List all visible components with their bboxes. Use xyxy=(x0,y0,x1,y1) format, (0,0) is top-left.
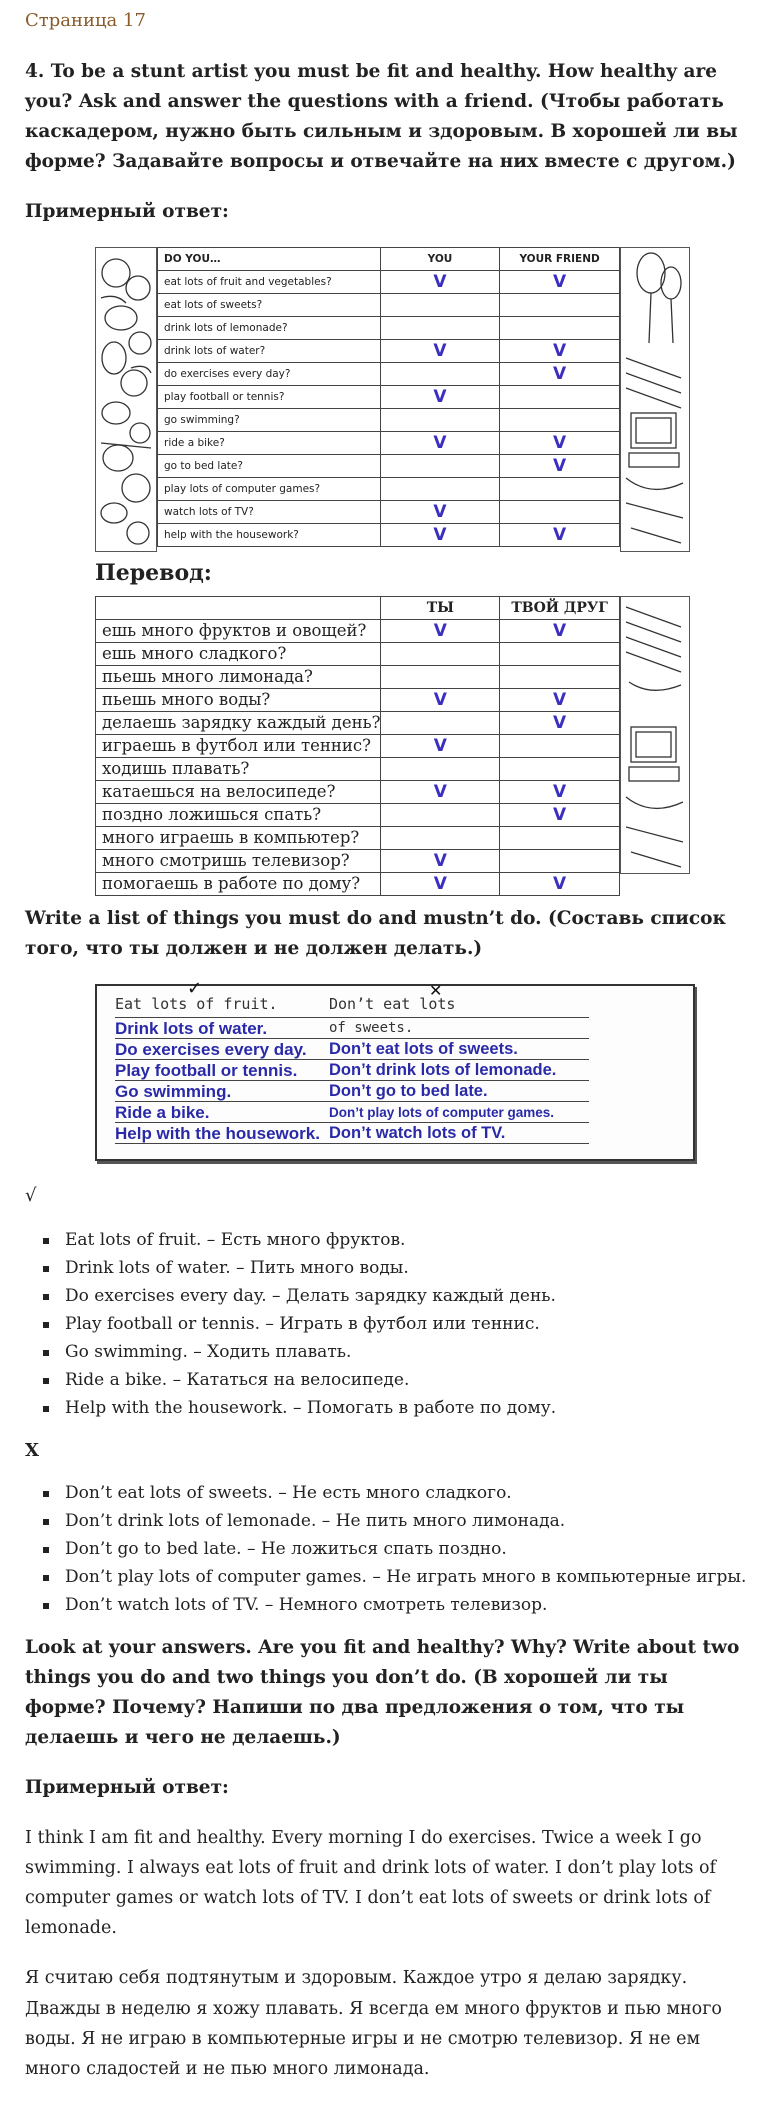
tick-mark: V xyxy=(553,340,567,361)
question-cell: play football or tennis? xyxy=(158,386,381,409)
question-cell: поздно ложишься спать? xyxy=(96,804,381,827)
you-answer-cell xyxy=(381,666,500,689)
friend-answer-cell xyxy=(500,758,620,781)
table-row xyxy=(158,455,620,478)
list-item: Go swimming. – Ходить плавать. xyxy=(43,1338,770,1366)
notebook-line: Don’t drink lots of lemonade. xyxy=(329,1060,589,1081)
question-cell: много смотришь телевизор? xyxy=(96,850,381,873)
answer-english: I think I am fit and healthy. Every morning I do exercises. Twice a week I go swimming. I always eat lots of fruit and drink lots of water. I don’t play lots of computer games or watch lots of TV. I don’t eat lots of sweets or drink lots of lemonade. xyxy=(25,1828,717,1939)
worksheet-translation xyxy=(95,556,690,894)
friend-answer-cell xyxy=(500,850,620,873)
friend-answer-cell xyxy=(500,524,620,547)
must-do-column xyxy=(115,992,365,1144)
tick-mark: V xyxy=(553,524,567,545)
friend-answer-cell xyxy=(500,271,620,294)
tick-mark: V xyxy=(553,271,567,292)
you-answer-cell xyxy=(381,620,500,643)
question-cell: пьешь много лимонада? xyxy=(96,666,381,689)
answer-russian: Я считаю себя подтянутым и здоровым. Каждое утро я делаю зарядку. Дважды в неделю я хожу плавать. Я всегда ем много фруктов и пью много воды. Я не играю в компьютерные игры и не смотрю телевизор. Я не ем много сладостей и не пью много лимонада. xyxy=(25,1968,722,2079)
tick-mark: V xyxy=(433,873,447,894)
table-row xyxy=(158,501,620,524)
table-row xyxy=(96,804,620,827)
question-cell: eat lots of fruit and vegetables? xyxy=(158,271,381,294)
friend-answer-cell xyxy=(500,478,620,501)
friend-answer-cell xyxy=(500,643,620,666)
header-you-ru: ТЫ xyxy=(381,597,500,620)
question-cell: много играешь в компьютер? xyxy=(96,827,381,850)
final-task: Look at your answers. Are you fit and healthy? Why? Write about two things you do and two things you don’t do. (В хорошей ли ты форме? Почему? Напиши по два предложения о том, что ты делаешь и чего не делаешь.) xyxy=(25,1637,740,1749)
tick-mark: V xyxy=(553,620,567,641)
table-row xyxy=(96,850,620,873)
sports-illustration-2 xyxy=(620,596,690,874)
table-row xyxy=(158,409,620,432)
you-answer-cell xyxy=(380,317,499,340)
question-cell: help with the housework? xyxy=(158,524,381,547)
friend-answer-cell xyxy=(500,666,620,689)
friend-answer-cell xyxy=(500,804,620,827)
must-not-sub: of sweets. xyxy=(329,1018,589,1039)
table-row xyxy=(96,735,620,758)
question-cell: go swimming? xyxy=(158,409,381,432)
list-item: Drink lots of water. – Пить много воды. xyxy=(43,1254,770,1282)
question-cell: помогаешь в работе по дому? xyxy=(96,873,381,896)
tick-mark: V xyxy=(433,850,447,871)
you-answer-cell xyxy=(380,363,499,386)
notebook-line: Don’t go to bed late. xyxy=(329,1081,589,1102)
friend-answer-cell xyxy=(500,620,620,643)
tick-mark: V xyxy=(433,340,447,361)
must-do-head: Eat lots of fruit. xyxy=(115,992,365,1018)
friend-answer-cell xyxy=(500,689,620,712)
dont-list xyxy=(43,1479,770,1619)
questions-table-russian xyxy=(95,596,620,896)
you-answer-cell xyxy=(380,271,499,294)
table-row xyxy=(96,712,620,735)
tick-mark: V xyxy=(433,271,447,292)
friend-answer-cell xyxy=(500,432,620,455)
you-answer-cell xyxy=(381,781,500,804)
table-row xyxy=(158,432,620,455)
question-cell: drink lots of lemonade? xyxy=(158,317,381,340)
list-item: Help with the housework. – Помогать в работе по дому. xyxy=(43,1394,770,1422)
you-answer-cell xyxy=(381,712,500,735)
you-answer-cell xyxy=(380,340,499,363)
you-answer-cell xyxy=(380,524,499,547)
table-row xyxy=(158,478,620,501)
you-answer-cell xyxy=(381,735,500,758)
must-not-column xyxy=(329,992,589,1144)
question-cell: играешь в футбол или теннис? xyxy=(96,735,381,758)
question-cell: ходишь плавать? xyxy=(96,758,381,781)
friend-answer-cell xyxy=(500,409,620,432)
notebook-line: Drink lots of water. xyxy=(115,1018,365,1039)
you-answer-cell xyxy=(381,758,500,781)
notebook-line: Don’t watch lots of TV. xyxy=(329,1123,589,1144)
worksheet-english xyxy=(95,247,690,552)
list-item: Don’t play lots of computer games. – Не играть много в компьютерные игры. xyxy=(43,1563,770,1591)
tick-mark: V xyxy=(553,689,567,710)
friend-answer-cell xyxy=(500,386,620,409)
notebook-line: Go swimming. xyxy=(115,1081,365,1102)
tick-mark: V xyxy=(553,804,567,825)
friend-answer-cell xyxy=(500,781,620,804)
tick-mark: V xyxy=(553,781,567,802)
tick-mark: V xyxy=(433,501,447,522)
you-answer-cell xyxy=(380,455,499,478)
cross-mark-icon: ✕ xyxy=(429,980,443,1000)
page-title: Страница 17 xyxy=(25,10,146,31)
notebook-list xyxy=(95,977,695,1161)
friend-answer-cell xyxy=(500,455,620,478)
header-do-you: DO YOU… xyxy=(158,248,381,271)
table-row xyxy=(96,643,620,666)
friend-answer-cell xyxy=(500,340,620,363)
friend-answer-cell xyxy=(500,501,620,524)
table-header-row xyxy=(158,248,620,271)
friend-answer-cell xyxy=(500,294,620,317)
table-row xyxy=(158,294,620,317)
question-cell: ride a bike? xyxy=(158,432,381,455)
list-task: Write a list of things you must do and mustn’t do. (Составь список того, что ты должен и не должен делать.) xyxy=(25,908,726,959)
check-symbol: √ xyxy=(25,1184,37,1206)
question-cell: play lots of computer games? xyxy=(158,478,381,501)
tick-mark: V xyxy=(553,432,567,453)
question-cell: ешь много фруктов и овощей? xyxy=(96,620,381,643)
you-answer-cell xyxy=(381,804,500,827)
friend-answer-cell xyxy=(500,363,620,386)
tick-mark: V xyxy=(433,524,447,545)
sample-answer-label: Примерный ответ: xyxy=(25,201,229,223)
table-row xyxy=(96,689,620,712)
notebook-line: Don’t eat lots of sweets. xyxy=(329,1039,589,1060)
list-item: Don’t watch lots of TV. – Немного смотреть телевизор. xyxy=(43,1591,770,1619)
sample-answer-label-2: Примерный ответ: xyxy=(25,1777,229,1799)
check-mark-icon: ✓ xyxy=(187,977,203,999)
list-item: Don’t eat lots of sweets. – Не есть много сладкого. xyxy=(43,1479,770,1507)
table-row xyxy=(158,524,620,547)
question-cell: drink lots of water? xyxy=(158,340,381,363)
table-row xyxy=(158,363,620,386)
question-cell: ешь много сладкого? xyxy=(96,643,381,666)
question-cell: делаешь зарядку каждый день? xyxy=(96,712,381,735)
tick-mark: V xyxy=(553,363,567,384)
list-item: Don’t drink lots of lemonade. – Не пить много лимонада. xyxy=(43,1507,770,1535)
question-cell: do exercises every day? xyxy=(158,363,381,386)
tick-mark: V xyxy=(553,712,567,733)
friend-answer-cell xyxy=(500,317,620,340)
tick-mark: V xyxy=(433,432,447,453)
tick-mark: V xyxy=(433,781,447,802)
you-answer-cell xyxy=(380,478,499,501)
must-not-head: Don’t eat lots xyxy=(329,992,589,1018)
table-row xyxy=(96,873,620,896)
tick-mark: V xyxy=(433,386,447,407)
tick-mark: V xyxy=(433,620,447,641)
you-answer-cell xyxy=(380,294,499,317)
table-row xyxy=(158,386,620,409)
list-item: Do exercises every day. – Делать зарядку каждый день. xyxy=(43,1282,770,1310)
friend-answer-cell xyxy=(500,712,620,735)
friend-answer-cell xyxy=(500,873,620,896)
you-answer-cell xyxy=(381,873,500,896)
you-answer-cell xyxy=(381,643,500,666)
notebook-line: Do exercises every day. xyxy=(115,1039,365,1060)
list-item: Don’t go to bed late. – Не ложиться спать поздно. xyxy=(43,1535,770,1563)
tick-mark: V xyxy=(553,873,567,894)
you-answer-cell xyxy=(381,827,500,850)
table-row xyxy=(158,271,620,294)
list-item: Ride a bike. – Кататься на велосипеде. xyxy=(43,1366,770,1394)
friend-answer-cell xyxy=(500,827,620,850)
questions-table-english xyxy=(157,247,620,547)
notebook-line: Help with the housework. xyxy=(115,1123,365,1144)
header-your-friend: YOUR FRIEND xyxy=(500,248,620,271)
you-answer-cell xyxy=(380,432,499,455)
table-header-row xyxy=(96,597,620,620)
tick-mark: V xyxy=(433,735,447,756)
you-answer-cell xyxy=(381,850,500,873)
question-cell: go to bed late? xyxy=(158,455,381,478)
list-item: Eat lots of fruit. – Есть много фруктов. xyxy=(43,1226,770,1254)
exercise-heading: 4. To be a stunt artist you must be fit and healthy. How healthy are you? Ask and answer the questions with a friend. (Чтобы работать каскадером, нужно быть сильным и здоровым. В хорошей ли вы форме? Задавайте вопросы и отвечайте на них вместе с другом.) xyxy=(25,61,738,173)
tick-mark: V xyxy=(553,455,567,476)
notebook-line: Play football or tennis. xyxy=(115,1060,365,1081)
do-list xyxy=(43,1226,770,1422)
fruit-illustration xyxy=(95,247,157,552)
question-cell: катаешься на велосипеде? xyxy=(96,781,381,804)
table-row xyxy=(96,827,620,850)
notebook-line: Ride a bike. xyxy=(115,1102,365,1123)
you-answer-cell xyxy=(380,386,499,409)
question-cell: пьешь много воды? xyxy=(96,689,381,712)
table-row xyxy=(96,620,620,643)
table-row xyxy=(96,758,620,781)
header-blank xyxy=(96,597,381,620)
header-friend-ru: ТВОЙ ДРУГ xyxy=(500,597,620,620)
tick-mark: V xyxy=(433,689,447,710)
table-row xyxy=(96,666,620,689)
header-you: YOU xyxy=(380,248,499,271)
table-row xyxy=(158,317,620,340)
translation-title: Перевод: xyxy=(95,560,212,586)
question-cell: eat lots of sweets? xyxy=(158,294,381,317)
you-answer-cell xyxy=(380,409,499,432)
you-answer-cell xyxy=(380,501,499,524)
list-item: Play football or tennis. – Играть в футбол или теннис. xyxy=(43,1310,770,1338)
x-symbol: X xyxy=(25,1440,39,1462)
friend-answer-cell xyxy=(500,735,620,758)
table-row xyxy=(158,340,620,363)
table-row xyxy=(96,781,620,804)
question-cell: watch lots of TV? xyxy=(158,501,381,524)
sports-illustration xyxy=(620,247,690,552)
you-answer-cell xyxy=(381,689,500,712)
notebook-line: Don’t play lots of computer games. xyxy=(329,1102,589,1123)
